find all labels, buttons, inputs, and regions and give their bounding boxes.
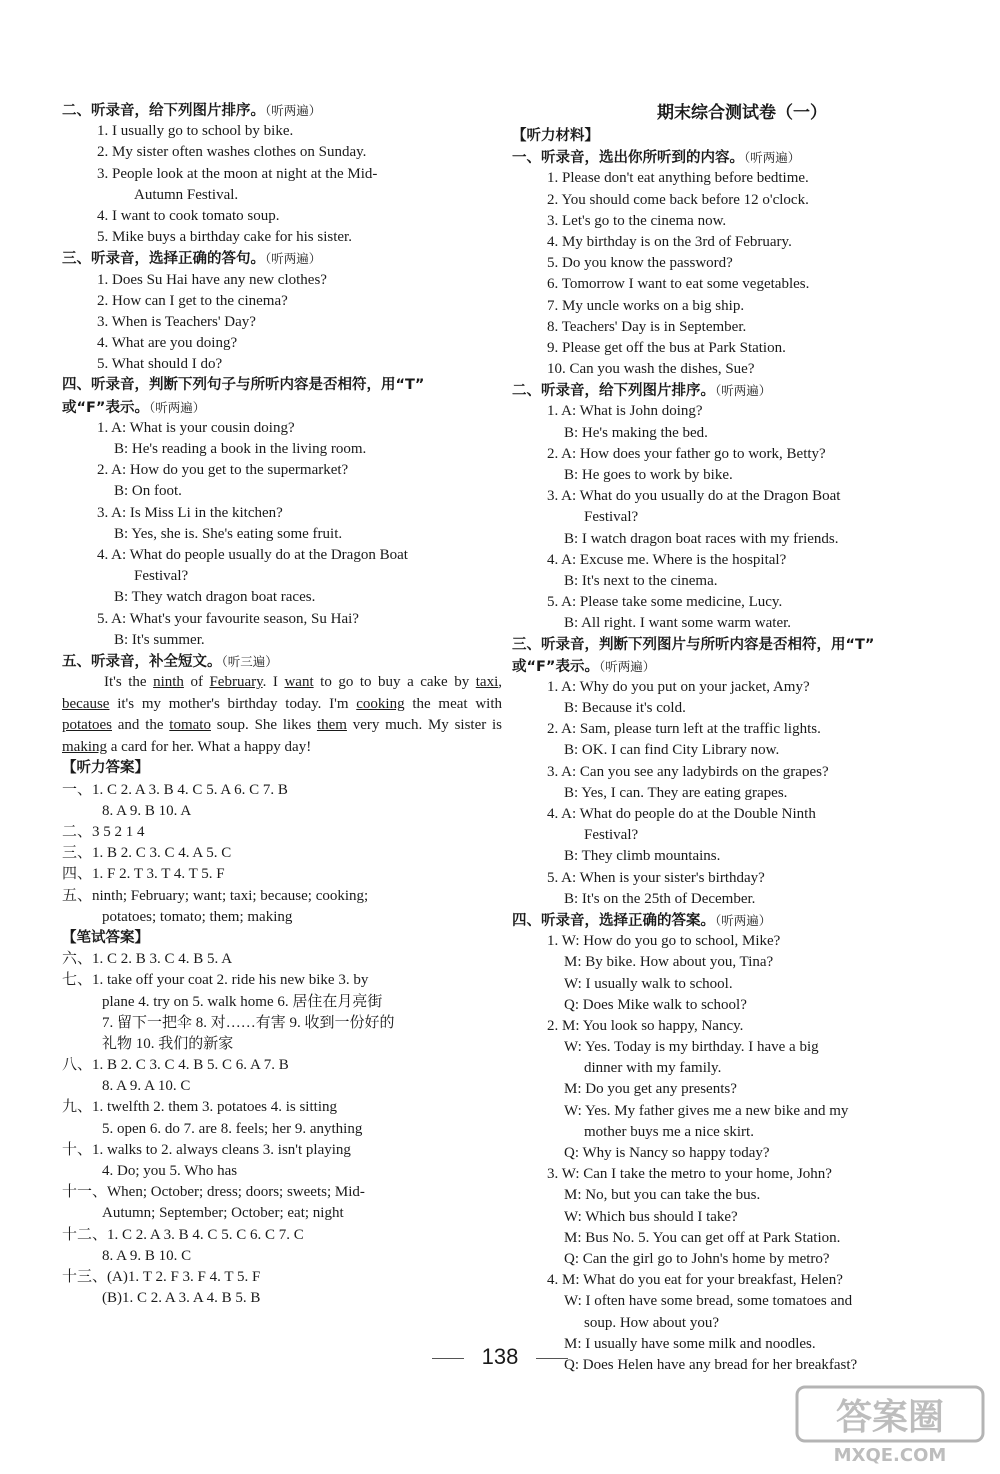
list-item: M: Do you get any presents? bbox=[564, 1081, 737, 1098]
section-heading: 二、听录音，给下列图片排序。（听两遍） bbox=[62, 103, 322, 119]
section-heading: 一、听录音，选出你所听到的内容。（听两遍） bbox=[512, 150, 801, 167]
list-item: 2. A: How do you get to the supermarket? bbox=[97, 462, 349, 479]
list-item: mother buys me a nice skirt. bbox=[584, 1123, 754, 1140]
list-item: potatoes; tomato; them; making bbox=[102, 908, 293, 925]
blank-answer: because bbox=[62, 695, 110, 712]
list-item: M: No, but you can take the bus. bbox=[564, 1187, 761, 1204]
written-answers bbox=[62, 949, 502, 1309]
list-item: Festival? bbox=[584, 827, 639, 844]
list-item: 4. What are you doing? bbox=[97, 335, 238, 352]
list-item: 六、1. C 2. B 3. C 4. B 5. A bbox=[62, 951, 233, 968]
list-item: 3. When is Teachers' Day? bbox=[97, 313, 256, 330]
list-item: 4. I want to cook tomato soup. bbox=[97, 207, 280, 224]
list-item: 2. My sister often washes clothes on Sunday. bbox=[97, 144, 367, 161]
list-item: 2. A: Sam, please turn left at the traffic lights. bbox=[547, 721, 821, 738]
section-2-items bbox=[62, 121, 502, 248]
section-3-items bbox=[62, 270, 502, 376]
blank-answer: want bbox=[284, 674, 314, 691]
blank-answer: them bbox=[316, 717, 347, 734]
list-item: 7. My uncle works on a big ship. bbox=[547, 297, 745, 314]
blank-answer: taxi bbox=[475, 674, 499, 691]
list-item: 9. Please get off the bus at Park Station. bbox=[547, 339, 786, 356]
right-column bbox=[512, 100, 952, 1376]
list-item: Q: Does Mike walk to school? bbox=[564, 996, 747, 1013]
list-item: B: Because it's cold. bbox=[564, 700, 686, 717]
blank-answer: February bbox=[209, 674, 263, 691]
list-item: W: I often have some bread, some tomatoes and bbox=[564, 1293, 853, 1310]
list-item: B: All right. I want some warm water. bbox=[564, 615, 792, 632]
list-item: 1. A: What is John doing? bbox=[547, 403, 703, 420]
list-item: 1. A: What is your cousin doing? bbox=[97, 419, 295, 436]
list-item: 4. My birthday is on the 3rd of February. bbox=[547, 233, 792, 250]
page-title: 期末综合测试卷（一） bbox=[657, 103, 827, 123]
list-item: Q: Does Helen have any bread for her breakfast? bbox=[564, 1356, 858, 1373]
list-item: 十三、(A)1. T 2. F 3. F 4. T 5. F bbox=[62, 1268, 261, 1285]
list-item: dinner with my family. bbox=[584, 1060, 722, 1077]
list-item: 3. People look at the moon at night at the Mid- bbox=[97, 165, 378, 182]
list-item: 5. A: When is your sister's birthday? bbox=[547, 869, 765, 886]
section-heading: 四、听录音，判断下列句子与所听内容是否相符，用“T” bbox=[62, 377, 425, 394]
list-item: 7. 留下一把伞 8. 对……有害 9. 收到一份好的 bbox=[102, 1014, 395, 1031]
r3-items bbox=[512, 677, 952, 910]
list-item: 2. M: You look so happy, Nancy. bbox=[547, 1017, 744, 1034]
r1-items bbox=[512, 168, 952, 380]
list-item: 五、ninth; February; want; taxi; because; cooking; bbox=[62, 887, 369, 904]
list-item: B: On foot. bbox=[114, 483, 182, 500]
list-item: 2. You should come back before 12 o'clock. bbox=[547, 191, 809, 208]
page-number: 138 bbox=[0, 1344, 1000, 1370]
list-item: 二、3 5 2 1 4 bbox=[62, 824, 145, 840]
list-item: W: I usually walk to school. bbox=[564, 975, 733, 992]
list-item: 5. A: What's your favourite season, Su Hai? bbox=[97, 610, 359, 627]
watermark-logo bbox=[795, 1385, 985, 1465]
list-item: W: Which bus should I take? bbox=[564, 1208, 738, 1225]
blank-answer: cooking bbox=[356, 695, 405, 712]
cloze-passage: It's the ninth of February. I want to go to buy a cake by taxi, because it's my mother's birthday today. I'm cooking the meat with potatoes and the tomato soup. She likes them very much. My sister is making a card for her. What a happy day! bbox=[62, 674, 503, 755]
section-heading: 三、听录音，判断下列图片与所听内容是否相符，用“T” bbox=[512, 636, 875, 653]
list-item: 九、1. twelfth 2. them 3. potatoes 4. is sitting bbox=[62, 1099, 337, 1116]
list-item: M: By bike. How about you, Tina? bbox=[564, 954, 774, 971]
section-heading: 或“F”表示。（听两遍） bbox=[512, 658, 656, 675]
list-item: 3. Let's go to the cinema now. bbox=[547, 212, 727, 229]
blank-answer: tomato bbox=[169, 717, 211, 734]
material-heading: 【听力材料】 bbox=[512, 128, 599, 144]
list-item: 1. Does Su Hai have any new clothes? bbox=[97, 271, 327, 288]
list-item: 5. What should I do? bbox=[97, 356, 223, 373]
section-4-items bbox=[62, 418, 502, 651]
list-item: 八、1. B 2. C 3. C 4. B 5. C 6. A 7. B bbox=[62, 1057, 289, 1074]
section-heading: 或“F”表示。（听两遍） bbox=[62, 399, 206, 416]
list-item: 5. Do you know the password? bbox=[547, 255, 733, 272]
section-heading: 五、听录音，补全短文。（听三遍） bbox=[62, 653, 278, 670]
list-item: 十、1. walks to 2. always cleans 3. isn't playing bbox=[62, 1141, 351, 1158]
list-item: 四、1. F 2. T 3. T 4. T 5. F bbox=[62, 866, 225, 883]
list-item: 4. A: Excuse me. Where is the hospital? bbox=[547, 551, 787, 568]
list-item: 4. A: What do people usually do at the Dragon Boat bbox=[97, 546, 408, 563]
blank-answer: potatoes bbox=[62, 717, 112, 734]
list-item: 5. A: Please take some medicine, Lucy. bbox=[547, 594, 783, 611]
list-item: 2. A: How does your father go to work, Betty? bbox=[547, 445, 826, 462]
list-item: 5. Mike buys a birthday cake for his sister. bbox=[97, 229, 352, 246]
list-item: 8. A 9. A 10. C bbox=[102, 1078, 191, 1095]
list-item: 十一、When; October; dress; doors; sweets; Mid- bbox=[62, 1184, 365, 1201]
list-item: 七、1. take off your coat 2. ride his new bike 3. by bbox=[62, 972, 369, 989]
list-item: 1. I usually go to school by bike. bbox=[97, 123, 294, 140]
list-item: 4. Do; you 5. Who has bbox=[102, 1163, 238, 1179]
list-item: Festival? bbox=[134, 568, 189, 585]
list-item: 3. A: Is Miss Li in the kitchen? bbox=[97, 504, 283, 521]
list-item: 8. A 9. B 10. A bbox=[102, 802, 192, 819]
list-item: 3. A: Can you see any ladybirds on the grapes? bbox=[547, 763, 829, 780]
list-item: B: It's summer. bbox=[114, 631, 205, 648]
list-item: 十二、1. C 2. A 3. B 4. C 5. C 6. C 7. C bbox=[62, 1226, 304, 1243]
list-item: Autumn; September; October; eat; night bbox=[102, 1205, 344, 1222]
list-item: 一、1. C 2. A 3. B 4. C 5. A 6. C 7. B bbox=[62, 781, 288, 798]
blank-answer: making bbox=[62, 738, 107, 755]
watermark-sub: MXQE.COM bbox=[833, 1445, 947, 1465]
list-item: B: Yes, I can. They are eating grapes. bbox=[564, 784, 788, 801]
listening-answers bbox=[62, 780, 502, 928]
section-heading: 四、听录音，选择正确的答案。（听两遍） bbox=[512, 912, 772, 929]
written-answers-heading: 【笔试答案】 bbox=[62, 929, 149, 946]
list-item: 8. A 9. B 10. C bbox=[102, 1247, 192, 1264]
list-item: B: OK. I can find City Library now. bbox=[564, 742, 780, 759]
blank-answer: ninth bbox=[153, 674, 184, 691]
list-item: 3. W: Can I take the metro to your home, John? bbox=[547, 1166, 832, 1183]
watermark-main: 答案圈 bbox=[835, 1397, 945, 1438]
left-column bbox=[62, 100, 502, 1309]
list-item: 4. M: What do you eat for your breakfast, Helen? bbox=[547, 1272, 843, 1289]
list-item: B: Yes, she is. She's eating some fruit. bbox=[114, 525, 343, 542]
list-item: (B)1. C 2. A 3. A 4. B 5. B bbox=[102, 1290, 261, 1307]
list-item: plane 4. try on 5. walk home 6. 居住在月亮街 bbox=[102, 993, 383, 1010]
list-item: B: It's on the 25th of December. bbox=[564, 890, 756, 907]
r4-items bbox=[512, 931, 952, 1376]
list-item: Q: Why is Nancy so happy today? bbox=[564, 1145, 770, 1161]
list-item: W: Yes. Today is my birthday. I have a big bbox=[564, 1039, 819, 1056]
list-item: 1. W: How do you go to school, Mike? bbox=[547, 933, 781, 950]
list-item: B: He's making the bed. bbox=[564, 424, 708, 441]
list-item: 5. open 6. do 7. are 8. feels; her 9. anything bbox=[102, 1120, 363, 1137]
list-item: B: I watch dragon boat races with my friends. bbox=[564, 530, 839, 547]
list-item: W: Yes. My father gives me a new bike and my bbox=[564, 1102, 849, 1119]
list-item: 4. A: What do people do at the Double Ninth bbox=[547, 806, 816, 822]
list-item: Q: Can the girl go to John's home by metro? bbox=[564, 1250, 830, 1267]
list-item: 礼物 10. 我们的新家 bbox=[102, 1035, 234, 1052]
list-item: B: He goes to work by bike. bbox=[564, 467, 733, 483]
list-item: B: They climb mountains. bbox=[564, 848, 721, 865]
list-item: 6. Tomorrow I want to eat some vegetables. bbox=[547, 276, 810, 293]
list-item: 8. Teachers' Day is in September. bbox=[547, 318, 747, 335]
listening-answers-heading: 【听力答案】 bbox=[62, 760, 149, 777]
list-item: 10. Can you wash the dishes, Sue? bbox=[547, 361, 755, 378]
r2-items bbox=[512, 401, 952, 634]
list-item: 1. Please don't eat anything before bedtime. bbox=[547, 170, 809, 187]
list-item: Autumn Festival. bbox=[134, 186, 239, 203]
list-item: M: I usually have some milk and noodles. bbox=[564, 1335, 816, 1352]
list-item: soup. How about you? bbox=[584, 1314, 719, 1331]
list-item: B: They watch dragon boat races. bbox=[114, 589, 316, 606]
list-item: B: He's reading a book in the living room. bbox=[114, 441, 367, 457]
list-item: M: Bus No. 5. You can get off at Park Station. bbox=[564, 1229, 841, 1246]
list-item: Festival? bbox=[584, 509, 639, 526]
section-heading: 三、听录音，选择正确的答句。（听两遍） bbox=[62, 251, 322, 268]
list-item: B: It's next to the cinema. bbox=[564, 572, 718, 589]
list-item: 1. A: Why do you put on your jacket, Amy? bbox=[547, 678, 810, 695]
list-item: 3. A: What do you usually do at the Dragon Boat bbox=[547, 488, 841, 505]
list-item: 2. How can I get to the cinema? bbox=[97, 292, 288, 309]
section-heading: 二、听录音，给下列图片排序。（听两遍） bbox=[512, 383, 772, 400]
list-item: 三、1. B 2. C 3. C 4. A 5. C bbox=[62, 845, 232, 862]
